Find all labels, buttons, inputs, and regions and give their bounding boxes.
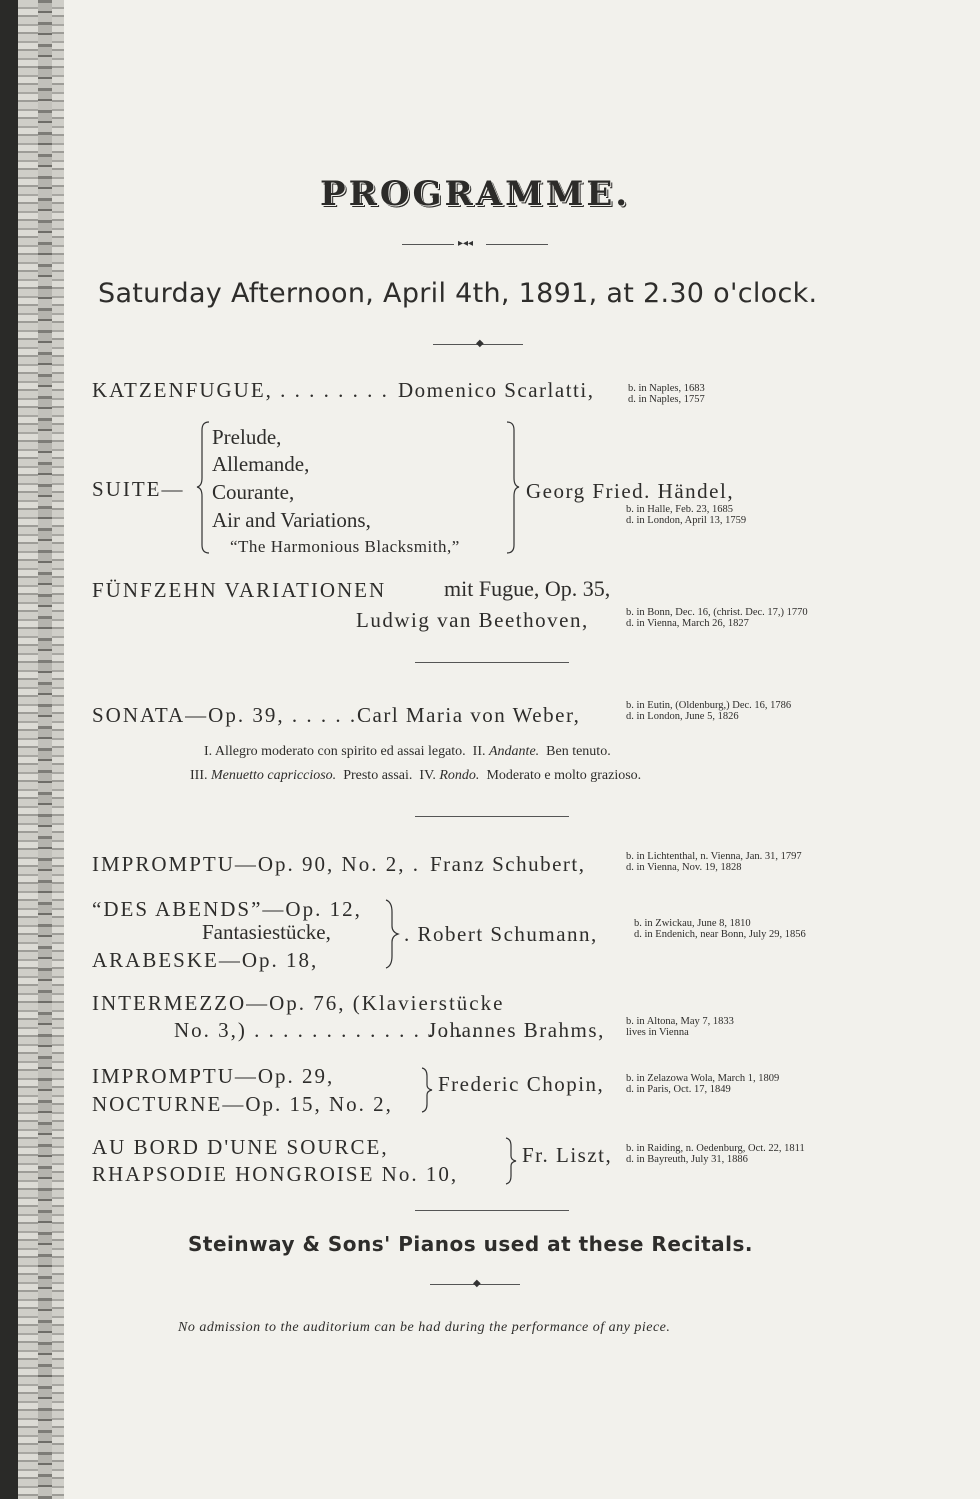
steinway-notice: Steinway & Sons' Pianos used at these Recitals. xyxy=(188,1232,754,1256)
work-intermezzo-no3: No. 3,) . . . . . . . . . . . . . . . . xyxy=(174,1018,479,1042)
brace-schumann xyxy=(384,898,400,970)
died-liszt: d. in Bayreuth, July 31, 1886 xyxy=(626,1154,748,1165)
diamond-icon: ◆ xyxy=(473,1278,481,1289)
composer-schumann: . Robert Schumann, xyxy=(404,922,598,946)
work-au-bord: AU BORD D'UNE SOURCE, xyxy=(92,1135,389,1159)
mvt1-text: Allegro moderato con spirito ed assai legato. xyxy=(214,744,466,759)
work-nocturne: NOCTURNE—Op. 15, No. 2, xyxy=(92,1092,393,1116)
work-impromptu-29: IMPROMPTU—Op. 29, xyxy=(92,1064,335,1088)
work-katzenfugue: KATZENFUGUE, . . . . . . . . xyxy=(92,378,389,402)
movement-courante: Courante, xyxy=(212,480,295,504)
weber-movements-line2 xyxy=(190,768,641,784)
mvt1-number: I. xyxy=(204,744,213,759)
work-beethoven: FÜNFZEHN VARIATIONEN xyxy=(92,578,387,602)
mvt4-tempo: Rondo. xyxy=(439,768,480,783)
diamond-icon: ◆ xyxy=(476,338,484,349)
mvt3-text: Presto assai. xyxy=(343,768,413,783)
admission-note: No admission to the auditorium can be had during the performance of any piece. xyxy=(178,1320,671,1335)
work-rhapsodie: RHAPSODIE HONGROISE No. 10, xyxy=(92,1162,459,1186)
mvt4-number: IV. xyxy=(419,768,436,783)
divider xyxy=(402,244,454,245)
mvt3-number: III. xyxy=(190,768,208,783)
movement-prelude: Prelude, xyxy=(212,425,282,449)
born-weber: b. in Eutin, (Oldenburg,) Dec. 16, 1786 xyxy=(626,700,792,711)
died-brahms: lives in Vienna xyxy=(626,1027,689,1038)
dateline: Saturday Afternoon, April 4th, 1891, at 2.30 o'clock. xyxy=(98,278,818,309)
died-weber: d. in London, June 5, 1826 xyxy=(626,711,739,722)
movement-air-variations: Air and Variations, xyxy=(212,508,371,532)
composer-chopin: Frederic Chopin, xyxy=(438,1072,605,1096)
born-chopin: b. in Zelazowa Wola, March 1, 1809 xyxy=(626,1073,780,1084)
weber-movements-line1 xyxy=(204,744,611,760)
died-schumann: d. in Endenich, near Bonn, July 29, 1856 xyxy=(634,929,806,940)
work-arabeske: ARABESKE—Op. 18, xyxy=(92,948,319,972)
born-handel: b. in Halle, Feb. 23, 1685 xyxy=(626,504,734,515)
mvt3-tempo: Menuetto capriccioso. xyxy=(211,768,337,783)
work-intermezzo: INTERMEZZO—Op. 76, (Klavierstücke xyxy=(92,991,505,1015)
work-des-abends: “DES ABENDS”—Op. 12, xyxy=(92,897,362,921)
died-beethoven: d. in Vienna, March 26, 1827 xyxy=(626,618,749,629)
born-schumann: b. in Zwickau, June 8, 1810 xyxy=(634,918,751,929)
composer-brahms: Johannes Brahms, xyxy=(428,1018,605,1042)
composer-scarlatti: Domenico Scarlatti, xyxy=(398,378,595,402)
born-schubert: b. in Lichtenthal, n. Vienna, Jan. 31, 1797 xyxy=(626,851,802,862)
work-schubert: IMPROMPTU—Op. 90, No. 2, . xyxy=(92,852,420,876)
torn-edge-shadow xyxy=(38,0,52,1499)
divider xyxy=(415,1210,569,1211)
died-handel: d. in London, April 13, 1759 xyxy=(626,515,747,526)
mvt2-text: Ben tenuto. xyxy=(546,744,611,759)
movement-allemande: Allemande, xyxy=(212,452,310,476)
composer-liszt: Fr. Liszt, xyxy=(522,1143,613,1167)
ornament-icon: ▸◂◂ xyxy=(458,238,474,249)
brace-chopin xyxy=(420,1066,434,1114)
died-scarlatti: d. in Naples, 1757 xyxy=(628,394,705,405)
brace-liszt xyxy=(504,1136,518,1186)
born-brahms: b. in Altona, May 7, 1833 xyxy=(626,1016,734,1027)
mvt4-text: Moderato e molto grazioso. xyxy=(486,768,642,783)
divider xyxy=(415,816,569,817)
movement-harmonious-blacksmith: “The Harmonious Blacksmith,” xyxy=(230,537,460,556)
composer-beethoven: Ludwig van Beethoven, xyxy=(356,608,589,632)
died-chopin: d. in Paris, Oct. 17, 1849 xyxy=(626,1084,731,1095)
work-fantasiestucke: Fantasiestücke, xyxy=(202,920,331,944)
work-weber: SONATA—Op. 39, . . . . . xyxy=(92,703,358,727)
work-beethoven-rest: mit Fugue, Op. 35, xyxy=(444,576,611,601)
divider xyxy=(486,244,548,245)
died-schubert: d. in Vienna, Nov. 19, 1828 xyxy=(626,862,742,873)
born-liszt: b. in Raiding, n. Oedenburg, Oct. 22, 1811 xyxy=(626,1143,805,1154)
work-suite: SUITE— xyxy=(92,477,185,501)
mvt2-tempo: Andante. xyxy=(489,744,540,759)
divider xyxy=(415,662,569,663)
brace-left xyxy=(196,420,212,555)
composer-weber: Carl Maria von Weber, xyxy=(357,703,581,727)
composer-schubert: Franz Schubert, xyxy=(430,852,586,876)
mvt2-number: II. xyxy=(472,744,486,759)
brace-right xyxy=(504,420,520,555)
composer-handel: Georg Fried. Händel, xyxy=(526,479,735,503)
born-beethoven: b. in Bonn, Dec. 16, (christ. Dec. 17,) 1770 xyxy=(626,607,808,618)
born-scarlatti: b. in Naples, 1683 xyxy=(628,383,705,394)
page-title: PROGRAMME. xyxy=(320,174,631,214)
